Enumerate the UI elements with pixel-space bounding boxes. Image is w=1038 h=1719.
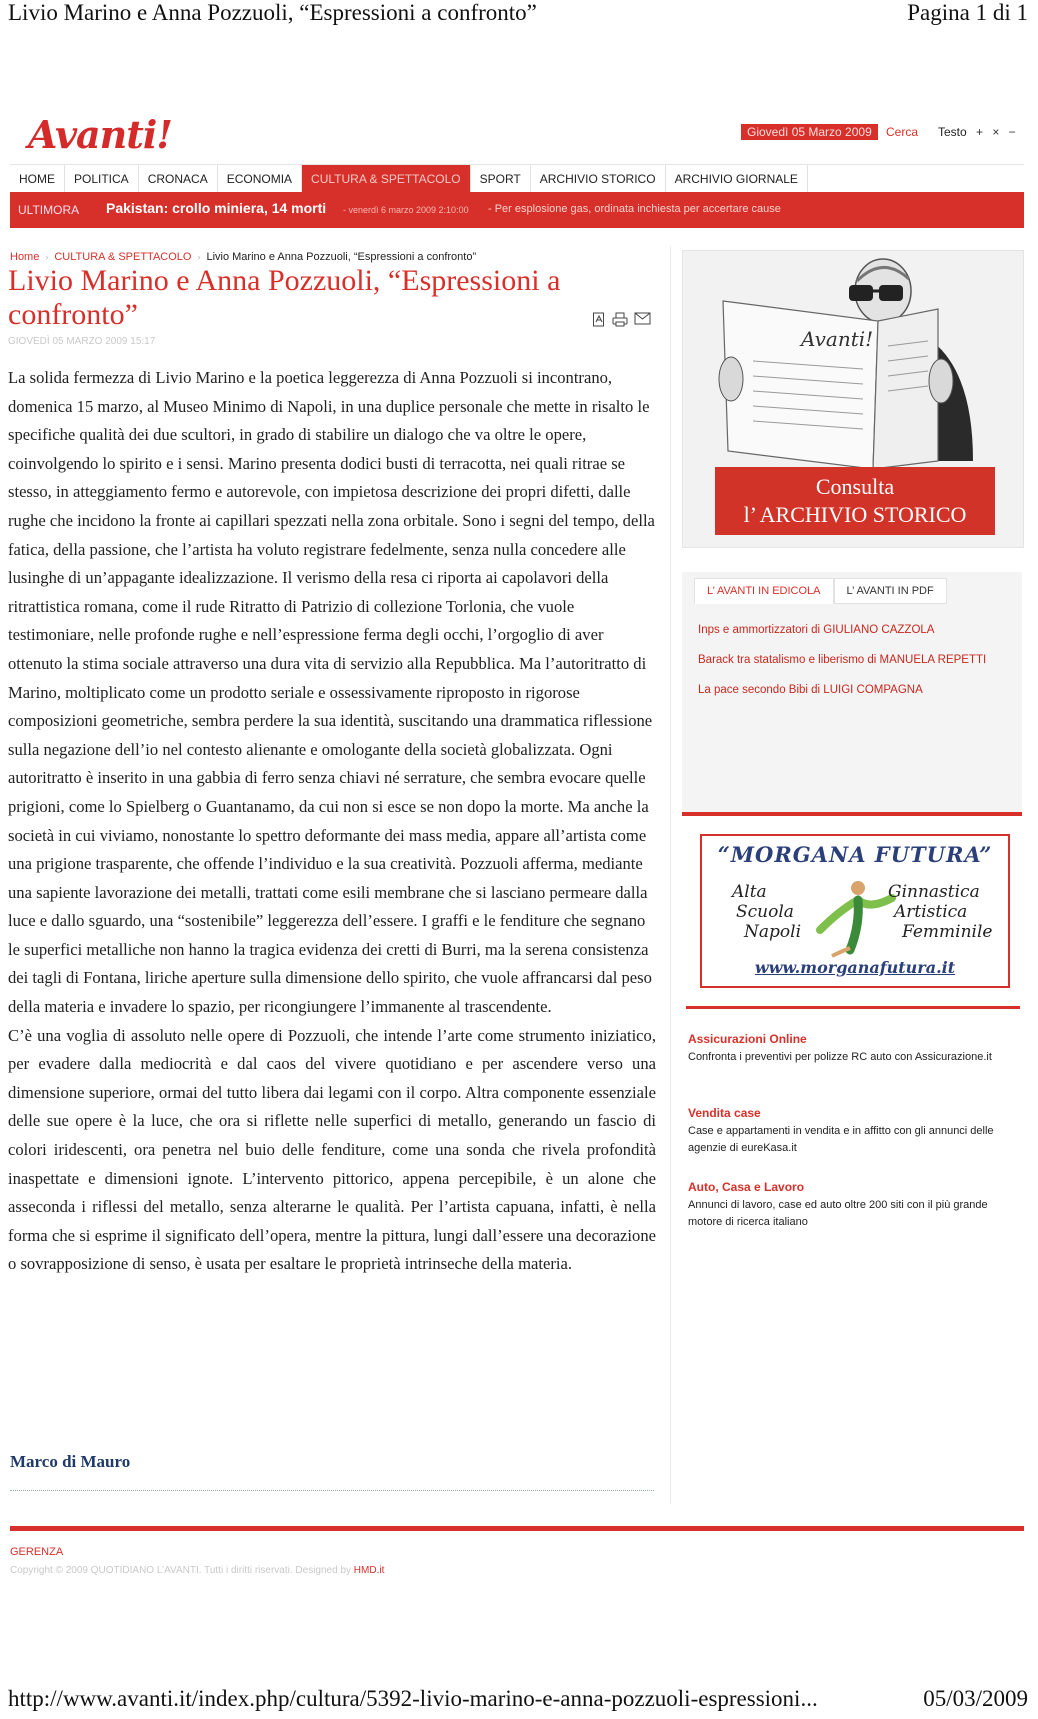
article-paragraph: C’è una voglia di assoluto nelle opere di Pozzuoli, che intende l’arte come strumento iniziatico, per evadere dalla mediocrità e dal caos del vivere quotidiano e per ascendere verso una dimensione superiore, ormai del tutto libera dai legami con il corpo. Altra componente essenziale delle sue opere è la luce, che ora si riflette nelle superfici di metallo, generando un fascio di colori iridescenti, ora penetra nel buio delle fenditure, come una sonda che rivela profondità inaspettate e dimensioni ignote. L’intervento pittorico, appena percepibile, è un alone che asseconda i riflessi del metallo, senza alterarne le qualità. Per l’artista capuana, infatti, è nella forma che si esprime il significato dell’opera, mentre la pittura, lungi dall’essere una decorazione o sovrapposizione di senso, è usata per esaltare le proprietà intrinseche della materia. [8,1025,656,1274]
ticker-headline[interactable]: Pakistan: crollo miniera, 14 morti [106,200,327,216]
nav-sport[interactable]: SPORT [471,165,531,193]
sponsored-title[interactable]: Vendita case [688,1106,761,1120]
nav-cronaca[interactable]: CRONACA [139,165,218,193]
breadcrumb-separator-icon: › [45,252,49,262]
article-divider [10,1490,654,1491]
text-size-controls[interactable]: + × − [976,125,1019,139]
ad-left-text [732,882,801,942]
pdf-icon[interactable] [592,312,606,327]
ad-line: Femminile [902,922,993,942]
breadcrumb-separator-icon: › [197,252,201,262]
main-nav [10,164,1024,193]
nav-politica[interactable]: POLITICA [65,165,139,193]
article-author: Marco di Mauro [10,1452,131,1471]
copyright [10,1565,384,1576]
print-footer-url: http://www.avanti.it/index.php/cultura/5392-livio-marino-e-anna-pozzuoli-espressioni... [8,1686,818,1711]
ad-line: Napoli [744,922,802,942]
sponsored-title[interactable]: Assicurazioni Online [688,1032,807,1046]
ad-separator [686,1006,1020,1009]
archive-banner[interactable] [682,250,1024,548]
sponsored-title[interactable]: Auto, Casa e Lavoro [688,1180,805,1194]
sponsored-description: Case e appartamenti in vendita e in affitto con gli annunci delle agenzie di eureKasa.it [688,1125,994,1154]
archive-button[interactable] [715,467,995,535]
article-body [8,364,656,1279]
nav-archivio-giornale[interactable]: ARCHIVIO GIORNALE [666,165,808,193]
gerenza-link[interactable]: GERENZA [10,1546,64,1558]
breadcrumb-home[interactable]: Home [10,251,40,263]
nav-archivio-storico[interactable]: ARCHIVIO STORICO [531,165,666,193]
email-icon[interactable] [634,312,651,327]
breadcrumb-category[interactable]: CULTURA & SPETTACOLO [54,251,192,263]
ad-url[interactable]: www.morganafutura.it [754,958,956,977]
archive-button-line2: l’ ARCHIVIO STORICO [743,502,967,527]
footer-divider [10,1526,1024,1531]
designer-link[interactable]: HMD.it [353,1565,385,1576]
edition-tabs-panel [682,572,1022,816]
edition-link[interactable]: Barack tra statalismo e liberismo di MANUELA REPETTI [698,654,987,666]
news-ticker [10,192,1024,228]
ad-right-text [888,882,993,942]
site-logo[interactable]: Avanti! [28,112,172,157]
sponsored-link[interactable] [688,1106,1018,1157]
ad-line: Alta [732,882,767,902]
sponsored-description: Confronta i preventivi per polizze RC auto con Assicurazione.it [688,1051,992,1063]
sponsored-description: Annunci di lavoro, case ed auto oltre 200 siti con il più grande motore di ricerca italiano [688,1199,988,1228]
column-divider [670,246,671,1504]
print-footer-date: 05/03/2009 [923,1686,1028,1711]
print-icon[interactable] [612,312,628,327]
ad-line: Scuola [736,902,794,922]
search-link[interactable]: Cerca [886,125,919,139]
tab-avanti-in-edicola[interactable]: L’ AVANTI IN EDICOLA [694,578,834,604]
ad-line: Artistica [894,902,968,922]
ticker-label: ULTIMORA [18,203,80,217]
tab-avanti-in-pdf[interactable]: L’ AVANTI IN PDF [834,578,947,604]
date-badge: Giovedì 05 Marzo 2009 [741,124,878,140]
newspaper-masthead: Avanti! [801,327,874,351]
ticker-description: - Per esplosione gas, ordinata inchiesta per accertare cause [488,203,781,215]
gymnast-icon [810,870,900,960]
nav-cultura-spettacolo[interactable]: CULTURA & SPETTACOLO [302,165,471,193]
print-page-number: Pagina 1 di 1 [907,0,1028,25]
print-header-title: Livio Marino e Anna Pozzuoli, “Espressioni a confronto” [8,0,537,25]
article-date: GIOVEDÌ 05 MARZO 2009 15:17 [8,336,156,347]
sponsored-link[interactable] [688,1032,1018,1066]
text-size-label: Testo [938,125,967,139]
breadcrumb-current: Livio Marino e Anna Pozzuoli, “Espressioni a confronto” [206,251,477,263]
breadcrumb [10,251,476,263]
ad-title: “MORGANA FUTURA” [717,842,993,867]
article-tools [592,312,651,327]
article-title: Livio Marino e Anna Pozzuoli, “Espressioni a confronto” [8,264,561,331]
sponsored-link[interactable] [688,1180,1018,1231]
nav-economia[interactable]: ECONOMIA [218,165,302,193]
nav-home[interactable]: HOME [10,165,65,193]
edition-link[interactable]: Inps e ammortizzatori di GIULIANO CAZZOLA [698,624,935,636]
morgana-futura-ad[interactable] [700,834,1010,988]
ad-line: Ginnastica [888,882,980,902]
ticker-date: - venerdì 6 marzo 2009 2:10:00 [343,205,469,215]
copyright-text: Copyright © 2009 QUOTIDIANO L’AVANTI. Tutti i diritti riservati. Designed by [10,1565,352,1576]
edition-tabs [694,578,947,604]
article-paragraph: La solida fermezza di Livio Marino e la poetica leggerezza di Anna Pozzuoli si incontrano, domenica 15 marzo, al Museo Minimo di Napoli, in una duplice personale che mette in risalto le specifiche qualità dei due scultori, in grado di stabilire un dialogo che va oltre le opere, coinvolgendo lo spirito e i sensi. Marino presenta dodici busti di terracotta, nei quali ritrae se stesso, in atteggiamento fermo e autorevole, con impietosa descrizione dei propri difetti, dalle rughe che incidono la fronte ai capillari spezzati nella zona orbitale. Sono i segni del tempo, della fatica, della passione, che l’artista ha voluto registrare fedelmente, senza nulla concedere alle lusinghe di un’appagante idealizzazione. Il verismo della resa ci riporta ai capolavori della ritrattistica romana, come il rude Ritratto di Patrizio di collezione Torlonia, che vuole testimoniare, nelle profonde rughe e nell’espressione ferma degli occhi, l’orgoglio di aver ottenuto la stima sociale attraverso una dura vita di servizio alla Repubblica. Ma l’autoritratto di Marino, moltiplicato come un prodotto seriale e ossessivamente riproposto in rigorose composizioni geometriche, sembra perdere la sua identità, suscitando una drammatica riflessione sulla negazione dell’io nel contesto alienante e omologante della società globalizzata. Ogni autoritratto è inserito in una gabbia di ferro senza chiavi né serrature, che sembra evocare quelle prigioni, come lo Spielberg o Guantanamo, da cui non si esce se non dopo la morte. Ma anche la società in cui viviamo, nonostante lo spettro deformante dei mass media, appare all’artista come una prigione trasparente, che offende l’individuo e la sua creatività. Pozzuoli afferma, mediante una sapiente lavorazione dei metalli, trattati come esili membrane che si lasciano permeare dalla luce e dallo sguardo, una “sostenibile” leggerezza dell’essere. I graffi e le fenditure che segnano le superfici metalliche non hanno la tragica evidenza dei cretti di Burri, ma la serena consistenza dei tagli di Fontana, liriche aperture sulla dimensione dello spirito, che vuole affrancarsi dal peso della materia e invadere lo spazio, per ricongiungere l’immanente al trascendente. [8,368,655,1017]
edition-link[interactable]: La pace secondo Bibi di LUIGI COMPAGNA [698,684,923,696]
archive-button-line1: Consulta [815,474,895,499]
